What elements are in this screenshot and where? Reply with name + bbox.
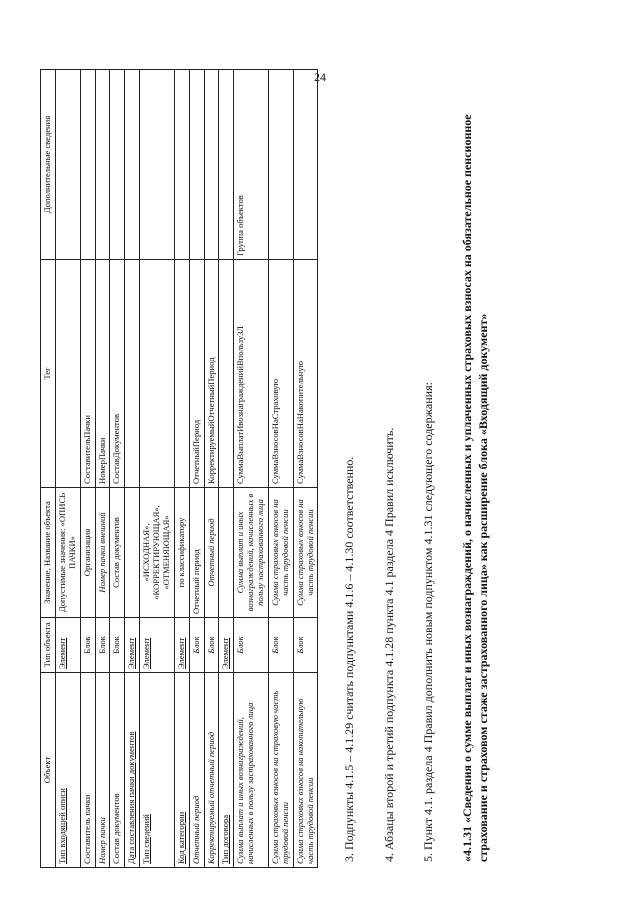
cell-object: Тип входящей описи bbox=[55, 673, 80, 868]
cell-object: Составитель пачки bbox=[80, 673, 95, 868]
cell-value: по классификатору bbox=[174, 488, 189, 618]
cell-tag: КорректируемыйОтчетныйПериод bbox=[204, 260, 219, 488]
cell-object: Корректируемый отчетный период bbox=[204, 673, 219, 868]
cell-extra bbox=[293, 70, 318, 260]
cell-type: Блок bbox=[268, 618, 293, 673]
cell-value bbox=[219, 488, 234, 618]
cell-value: «ИСХОДНАЯ», «КОРРЕКТИРУЮЩАЯ», «ОТМЕНЯЮЩАЯ» bbox=[140, 488, 175, 618]
cell-tag: СуммаВыплатИвознагражденийВпользуЗЛ bbox=[234, 260, 269, 488]
cell-type: Элемент bbox=[125, 618, 140, 673]
table-row bbox=[268, 70, 293, 868]
cell-type: Блок bbox=[95, 618, 110, 673]
table-header-row bbox=[41, 70, 56, 868]
cell-extra bbox=[219, 70, 234, 260]
cell-extra bbox=[140, 70, 175, 260]
cell-extra bbox=[204, 70, 219, 260]
cell-extra bbox=[268, 70, 293, 260]
cell-type: Блок bbox=[293, 618, 318, 673]
cell-tag bbox=[219, 260, 234, 488]
cell-value bbox=[125, 488, 140, 618]
paragraph-5: 5. Пункт 4.1. раздела 4 Правил дополнить новым подпунктом 4.1.31 следующего содержания: bbox=[420, 382, 435, 862]
cell-object: Номер пачки bbox=[95, 673, 110, 868]
paragraph-3: 3. Подпункты 4.1.5 – 4.1.29 считать подпунктами 4.1.6 – 4.1.30 соответственно. bbox=[342, 456, 357, 862]
cell-tag: ОтчетныйПериод bbox=[189, 260, 204, 488]
cell-value: Сумма страховых взносов на часть трудовой пенсии bbox=[268, 488, 293, 618]
cell-value: Сумма выплат и иных вознаграждений, начисленных в пользу застрахованного лица bbox=[234, 488, 269, 618]
cell-extra bbox=[174, 70, 189, 260]
cell-value: Сумма страховых взносов на часть трудовой пенсии bbox=[293, 488, 318, 618]
cell-type: Блок bbox=[189, 618, 204, 673]
cell-type: Блок bbox=[110, 618, 125, 673]
header-value-name: Значение, Название объекта bbox=[41, 488, 56, 618]
cell-tag bbox=[140, 260, 175, 488]
cell-object: Тип договора bbox=[219, 673, 234, 868]
table-row bbox=[234, 70, 269, 868]
cell-extra bbox=[55, 70, 80, 260]
cell-tag bbox=[125, 260, 140, 488]
table-row bbox=[110, 70, 125, 868]
paragraph-4: 4. Абзацы второй и третий подпункта 4.1.28 пункта 4.1 раздела 4 Правил исключить. bbox=[381, 427, 396, 862]
table-row bbox=[204, 70, 219, 868]
table-row bbox=[55, 70, 80, 868]
cell-extra: Группа объектов bbox=[234, 70, 269, 260]
table-row bbox=[293, 70, 318, 868]
cell-type: Блок bbox=[234, 618, 269, 673]
table-row bbox=[219, 70, 234, 868]
cell-type: Элемент bbox=[55, 618, 80, 673]
paragraph-6: «4.1.31 «Сведения о сумме выплат и иных вознаграждений, о начисленных и уплаченных страховых взносах на обязательное пенсионное страхование и страховом стаже застрахованного лица» как расширение блока «Входящий документ» bbox=[459, 114, 491, 862]
header-object-type: Тип объекта bbox=[41, 618, 56, 673]
header-object: Объект bbox=[41, 673, 56, 868]
header-tag: Тег bbox=[41, 260, 56, 488]
cell-extra bbox=[95, 70, 110, 260]
cell-tag: СуммаВзносовНаСтраховую bbox=[268, 260, 293, 488]
table-row bbox=[140, 70, 175, 868]
table-row bbox=[189, 70, 204, 868]
cell-object: Тип сведений bbox=[140, 673, 175, 868]
header-extra-info: Дополнительные сведения bbox=[41, 70, 56, 260]
cell-object: Дата составления пачки документов bbox=[125, 673, 140, 868]
cell-tag: НомерПачки bbox=[95, 260, 110, 488]
cell-tag: СоставДокументов bbox=[110, 260, 125, 488]
cell-object: Сумма страховых взносов на страховую часть трудовой пенсии bbox=[268, 673, 293, 868]
cell-object: Отчетный период bbox=[189, 673, 204, 868]
cell-value: Допустимые значения: «ОПИСЬ ПАЧКИ» bbox=[55, 488, 80, 618]
table-row bbox=[174, 70, 189, 868]
cell-type: Блок bbox=[80, 618, 95, 673]
cell-object: Состав документов bbox=[110, 673, 125, 868]
cell-tag: СоставительПачки bbox=[80, 260, 95, 488]
cell-extra bbox=[189, 70, 204, 260]
cell-tag bbox=[174, 260, 189, 488]
cell-extra bbox=[80, 70, 95, 260]
page-number: 24 bbox=[314, 70, 326, 84]
cell-type: Элемент bbox=[219, 618, 234, 673]
cell-value: Организация bbox=[80, 488, 95, 618]
objects-table bbox=[40, 69, 318, 868]
cell-tag: СуммаВзносовНаНакопительную bbox=[293, 260, 318, 488]
cell-type: Элемент bbox=[140, 618, 175, 673]
table-row bbox=[80, 70, 95, 868]
table-row bbox=[125, 70, 140, 868]
cell-value: Отчетный период bbox=[204, 488, 219, 618]
cell-type: Элемент bbox=[174, 618, 189, 673]
rotated-page-content bbox=[40, 58, 600, 868]
cell-value: Состав документов bbox=[110, 488, 125, 618]
cell-value: Номер пачки внешний bbox=[95, 488, 110, 618]
table-row bbox=[95, 70, 110, 868]
cell-value: Отчетный период bbox=[189, 488, 204, 618]
cell-object: Сумма страховых взносов на накопительную часть трудовой пенсии bbox=[293, 673, 318, 868]
cell-object: Код категории bbox=[174, 673, 189, 868]
cell-extra bbox=[110, 70, 125, 260]
cell-type: Блок bbox=[204, 618, 219, 673]
cell-object: Сумма выплат и иных вознаграждений, начисленных в пользу застрахованного лица bbox=[234, 673, 269, 868]
cell-extra bbox=[125, 70, 140, 260]
cell-tag bbox=[55, 260, 80, 488]
